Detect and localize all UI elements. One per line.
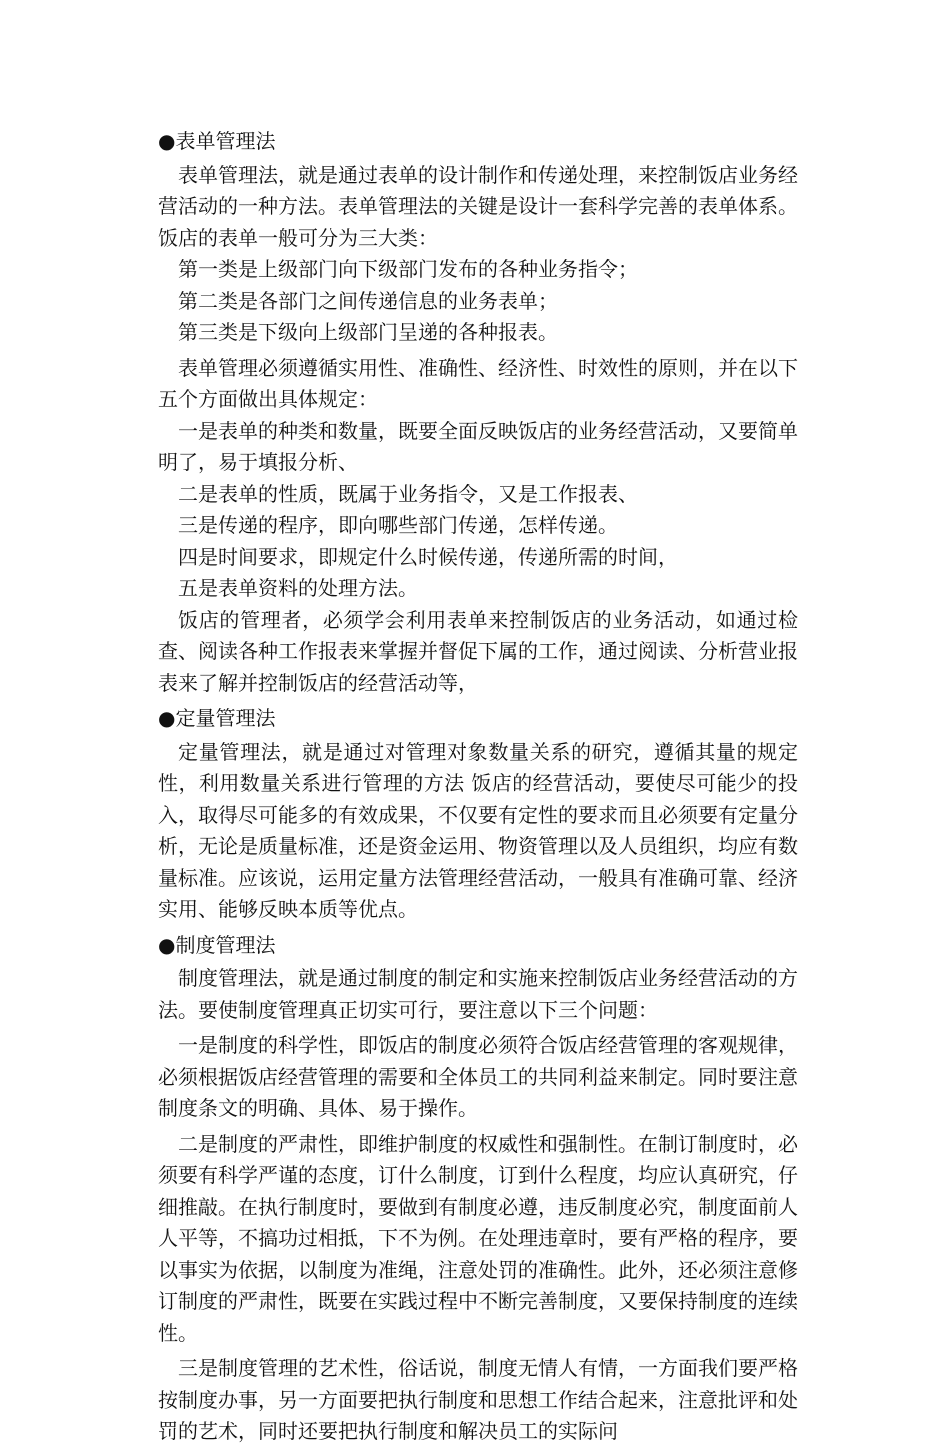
section-heading: ●定量管理法 — [158, 706, 276, 730]
paragraph: 一是制度的科学性，即饭店的制度必须符合饭店经营管理的客观规律，必须根据饭店经营管理的需要和全体员工的共同利益来制定。同时要注意制度条文的明确、具体、易于操作。 — [158, 1033, 798, 1120]
list-item: 四是时间要求，即规定什么时候传递，传递所需的时间， — [178, 544, 678, 569]
section-system-management — [158, 930, 798, 1448]
paragraph-group — [158, 1129, 798, 1350]
paragraph: 表单管理必须遵循实用性、准确性、经济性、时效性的原则，并在以下五个方面做出具体规定： — [158, 355, 798, 411]
paragraph-group — [158, 963, 798, 1026]
paragraph: 二是制度的严肃性，即维护制度的权威性和强制性。在制订制度时，必须要有科学严谨的态度，订什么制度，订到什么程度，均应认真研究，仔细推敲。在执行制度时，要做到有制度必遵，违反制度必究，制度面前人人平等，不搞功过相抵，下不为例。在处理违章时，要有严格的程序，要以事实为依据，以制度为准绳，注意处罚的准确性。此外，还必须注意修订制度的严肃性，既要在实践过程中不断完善制度，又要保持制度的连续性。 — [158, 1131, 798, 1345]
paragraph: 表单管理法，就是通过表单的设计制作和传递处理，来控制饭店业务经营活动的一种方法。表单管理法的关键是设计一套科学完善的表单体系。饭店的表单一般可分为三大类： — [158, 162, 798, 250]
paragraph: 三是制度管理的艺术性，俗话说，制度无情人有情，一方面我们要严格按制度办事，另一方面要把执行制度和思想工作结合起来，注意批评和处罚的艺术，同时还要把执行制度和解决员工的实际问 — [158, 1356, 798, 1443]
section-heading: ●表单管理法 — [158, 129, 276, 153]
list-item: 第二类是各部门之间传递信息的业务表单； — [178, 288, 558, 313]
paragraph: 制度管理法，就是通过制度的制定和实施来控制饭店业务经营活动的方法。要使制度管理真正切实可行，要注意以下三个问题： — [158, 966, 798, 1022]
paragraph-group — [158, 1353, 798, 1448]
section-heading: ●制度管理法 — [158, 932, 276, 957]
paragraph-group — [158, 160, 798, 349]
paragraph: 饭店的管理者，必须学会利用表单来控制饭店的业务活动，如通过检查、阅读各种工作报表来掌握并督促下属的工作，通过阅读、分析营业报表来了解并控制饭店的经营活动等， — [158, 607, 798, 695]
list-item: 第一类是上级部门向下级部门发布的各种业务指令； — [178, 257, 638, 281]
list-item: 二是表单的性质，既属于业务指令，又是工作报表、 — [178, 481, 638, 506]
list-item: 第三类是下级向上级部门呈递的各种报表。 — [178, 320, 558, 344]
section-quantitative-management — [158, 703, 798, 926]
paragraph: 定量管理法，就是通过对管理对象数量关系的研究，遵循其量的规定性，利用数量关系进行管理的方法 饭店的经营活动，要使尽可能少的投入，取得尽可能多的有效成果，不仅要有定性的要求而且必须要有定量分析，无论是质量标准，还是资金运用、物资管理以及人员组织，均应有数量标准。应该说，运用定量方法管理经营活动，一般具有准确可靠、经济实用、能够反映本质等优点。 — [158, 739, 798, 921]
list-item: 三是传递的程序，即向哪些部门传递，怎样传递。 — [178, 513, 618, 537]
document-page — [158, 122, 798, 1452]
paragraph-group — [158, 1030, 798, 1125]
paragraph-group — [158, 737, 798, 926]
paragraph-group — [158, 353, 798, 700]
list-item: 一是表单的种类和数量，既要全面反映饭店的业务经营活动，又要简单明了，易于填报分析、 — [158, 418, 798, 474]
section-form-management — [158, 126, 798, 699]
list-item: 五是表单资料的处理方法。 — [178, 576, 418, 600]
